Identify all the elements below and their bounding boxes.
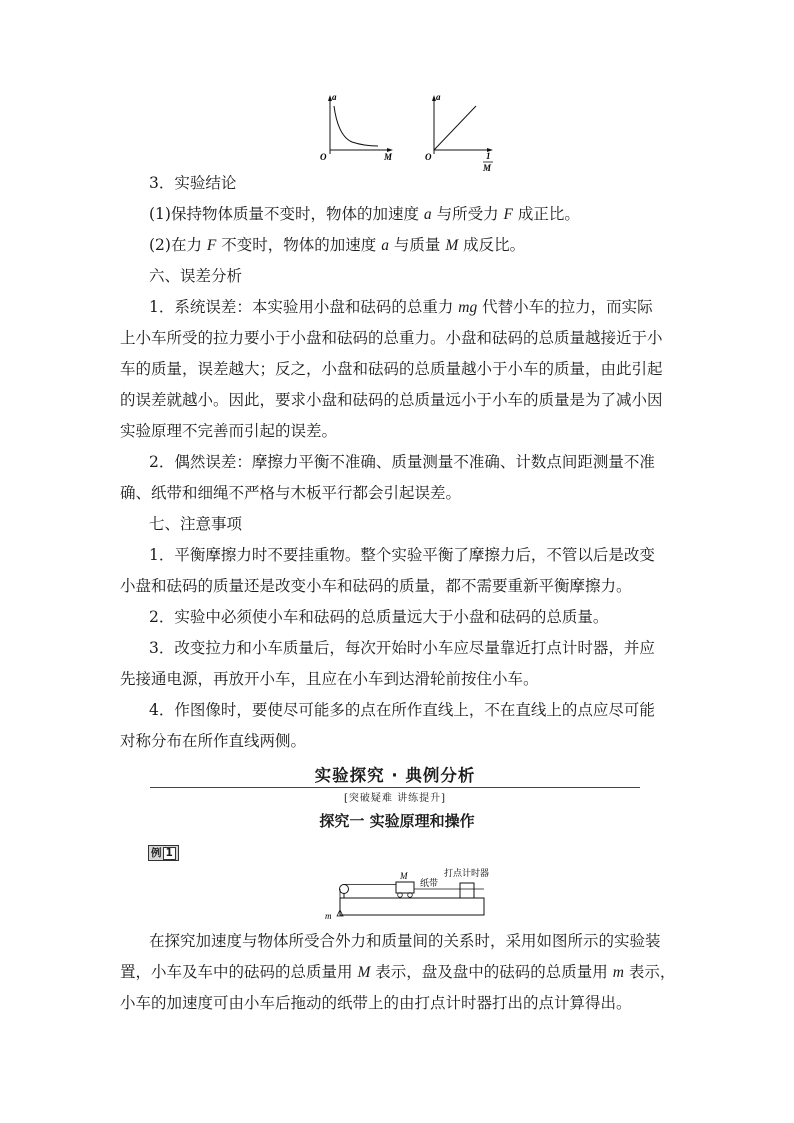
note-4-line-1: 4．作图像时，要使尽可能多的点在所作直线上，不在直线上的点应尽可能 <box>149 701 655 719</box>
weight-label: m <box>325 911 332 921</box>
example-line-2: 置，小车及车中的砝码的总质量用 M 表示，盘及盘中的砝码的总质量用 m 表示， <box>120 963 676 981</box>
graph2-origin: O <box>425 152 432 162</box>
note-3-line-1: 3．改变拉力和小车质量后，每次开始时小车应尽量靠近打点计时器，并应 <box>149 639 655 657</box>
note-2-line-1: 2．实验中必须使小车和砝码的总质量远大于小盘和砝码的总质量。 <box>149 608 609 626</box>
graph1-y-label: a <box>332 92 337 102</box>
graph1-x-label: M <box>384 152 393 162</box>
notes-section <box>120 509 678 757</box>
banner-subtitle: [突破疑难 讲练提升] <box>344 793 446 804</box>
note-4-line-2: 对称分布在所作直线两侧。 <box>120 732 307 750</box>
systematic-error-line-3: 车的质量，误差越大；反之，小盘和砝码的总质量越小于小车的质量，由此引起 <box>120 360 663 378</box>
conclusion-heading: 3．实验结论 <box>149 174 237 192</box>
proportional-line <box>434 106 476 150</box>
wooden-board <box>340 898 484 915</box>
notes-heading: 七、注意事项 <box>149 515 243 533</box>
ticker-timer <box>460 883 474 898</box>
graph1-origin: O <box>320 152 327 162</box>
example-line-3: 小车的加速度可由小车后拖动的纸带上的由打点计时器打出的点计算得出。 <box>120 994 632 1012</box>
graph-a-vs-m <box>318 92 400 162</box>
conclusion-item-2: (2)在力 F 不变时，物体的加速度 a 与质量 M 成反比。 <box>149 236 526 254</box>
graph2-x-denominator: M <box>483 163 492 173</box>
inverse-curve <box>334 106 378 146</box>
apparatus-diagram <box>320 862 500 922</box>
systematic-error-line-4: 的误差就越小。因此，要求小盘和砝码的总质量远小于小车的质量是为了减小因 <box>120 391 663 409</box>
example-text <box>120 926 678 1019</box>
cart <box>396 882 414 893</box>
banner-title: 实验探究 · 典例分析 <box>314 766 476 785</box>
random-error-line-2: 确、纸带和细绳不严格与木板平行都会引起误差。 <box>120 484 462 502</box>
pulley <box>340 885 349 894</box>
tape-label: 纸带 <box>420 878 439 888</box>
example-number: 1 <box>163 847 176 860</box>
conclusion-section <box>120 168 678 261</box>
systematic-error-line-5: 实验原理不完善而引起的误差。 <box>120 422 338 440</box>
note-1-line-1: 1．平衡摩擦力时不要挂重物。整个实验平衡了摩擦力后，不管以后是改变 <box>149 546 655 564</box>
random-error-line-1: 2．偶然误差：摩擦力平衡不准确、质量测量不准确、计数点间距测量不准 <box>149 453 655 471</box>
cart-label: M <box>400 871 408 881</box>
example-line-1: 在探究加速度与物体所受合外力和质量间的关系时，采用如图所示的实验装 <box>149 932 661 950</box>
graph-a-vs-inverse-m <box>424 92 506 174</box>
systematic-error-line-1: 1．系统误差：本实验用小盘和砝码的总重力 mg 代替小车的拉力，而实际 <box>149 298 653 316</box>
graph2-x-numerator: 1 <box>486 151 491 161</box>
systematic-error-line-2: 上小车所受的拉力要小于小盘和砝码的总重力。小盘和砝码的总质量越接近于小 <box>120 329 663 347</box>
note-3-line-2: 先接通电源，再放开小车，且应在小车到达滑轮前按住小车。 <box>120 670 539 688</box>
graph2-y-label: a <box>436 92 441 102</box>
conclusion-item-1: (1)保持物体质量不变时，物体的加速度 a 与所受力 F 成正比。 <box>149 205 580 223</box>
note-1-line-2: 小盘和砝码的质量还是改变小车和砝码的质量，都不需要重新平衡摩擦力。 <box>120 577 632 595</box>
error-analysis-heading: 六、误差分析 <box>149 267 243 285</box>
example-tag: 例 1 <box>148 845 179 861</box>
explore-title: 探究一 实验原理和操作 <box>319 812 475 830</box>
error-analysis-section <box>120 261 678 509</box>
timer-label: 打点计时器 <box>444 868 490 878</box>
banner-rule <box>150 787 640 788</box>
section-banner <box>150 762 640 804</box>
